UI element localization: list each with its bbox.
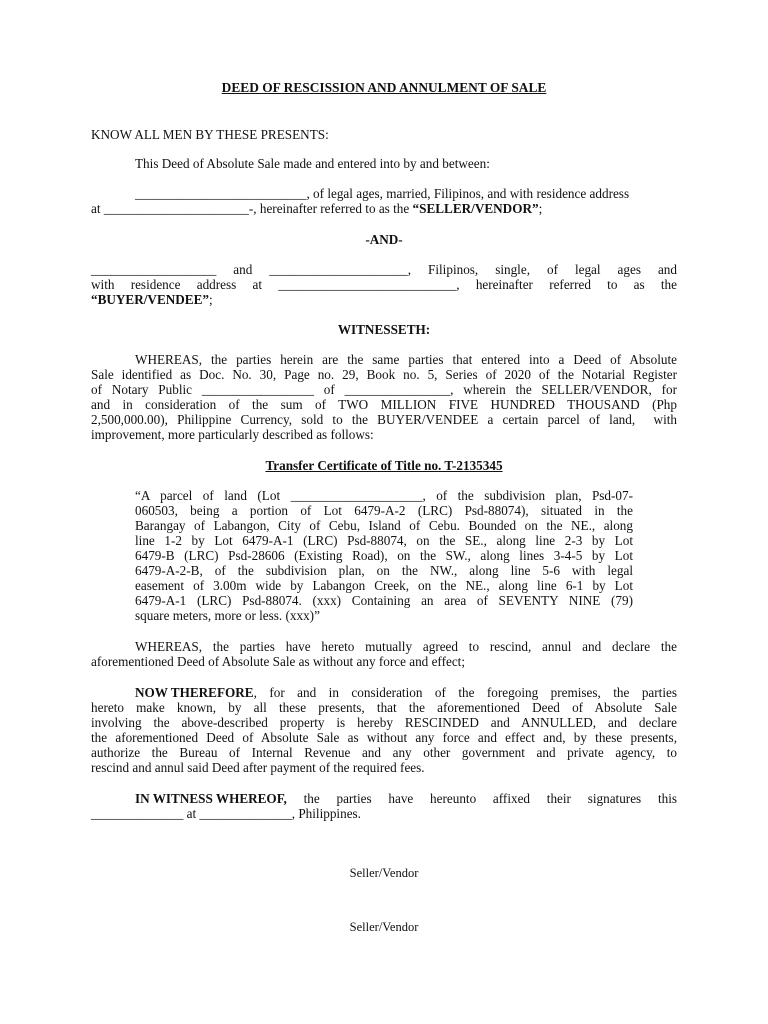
- witnesseth-heading: WITNESSETH:: [337, 322, 431, 337]
- seller-party-label: “SELLER/VENDOR”: [412, 201, 539, 216]
- paragraph-line: [135, 685, 677, 700]
- paragraph-line: 2,500,000.00), Philippine Currency, sold to the BUYER/VENDEE a certain parcel of land, with: [91, 412, 677, 427]
- buyer-line-2: with residence address at ___________________________, hereinafter referred to as the: [91, 277, 677, 292]
- paragraph-line: authorize the Bureau of Internal Revenue and any other government and private agency, to: [91, 745, 677, 760]
- intro-line: This Deed of Absolute Sale made and entered into by and between:: [135, 156, 490, 171]
- seller-line-2: [91, 201, 542, 216]
- paragraph-line: and in consideration of the sum of TWO MILLION FIVE HUNDRED THOUSAND (Php: [91, 397, 677, 412]
- document-title: DEED OF RESCISSION AND ANNULMENT OF SALE: [221, 80, 547, 95]
- paragraph-line: involving the above-described property is hereby RESCINDED and ANNULLED, and declare: [91, 715, 677, 730]
- parcel-line: 6479-A-1 (LRC) Psd-88074. (xxx) Containing an area of SEVENTY NINE (79): [135, 593, 633, 608]
- paragraph-line: Sale identified as Doc. No. 30, Page no. 29, Book no. 5, Series of 2020 of the Notarial Register: [91, 367, 677, 382]
- opening-line: KNOW ALL MEN BY THESE PRESENTS:: [91, 127, 329, 142]
- seller-line-1: __________________________, of legal ages, married, Filipinos, and with residence address: [135, 186, 630, 201]
- paragraph-line: aforementioned Deed of Absolute Sale as without any force and effect;: [91, 654, 466, 669]
- seller-line-2-end: ;: [538, 201, 543, 216]
- paragraph-line: [135, 791, 677, 806]
- parcel-line: “A parcel of land (Lot ____________________, of the subdivision plan, Psd-07-: [135, 488, 633, 503]
- witness-label: IN WITNESS WHEREOF,: [135, 791, 287, 806]
- parcel-line: 6479-B (LRC) Psd-28606 (Existing Road), on the SW., along lines 3-4-5 by Lot: [135, 548, 633, 563]
- paragraph-line: rescind and annul said Deed after payment of the required fees.: [91, 760, 425, 775]
- parcel-line: Barangay of Labangon, City of Cebu, Island of Cebu. Bounded on the NE., along: [135, 518, 633, 533]
- buyer-line-3: [91, 292, 213, 307]
- paragraph-line: of Notary Public _________________ of ________________, wherein the SELLER/VENDOR, for: [91, 382, 677, 397]
- paragraph-line: ______________ at ______________, Philippines.: [91, 806, 361, 821]
- paragraph-line: WHEREAS, the parties have hereto mutually agreed to rescind, annul and declare the: [135, 639, 677, 654]
- seller-line-2-text: at ______________________-, hereinafter referred to as the: [91, 201, 413, 216]
- buyer-line-3-end: ;: [208, 292, 213, 307]
- paragraph-text: , for and in consideration of the foregoing premises, the parties: [253, 685, 677, 700]
- parcel-line: 6479-A-2-B, of the subdivision plan, on the NW., along line 5-6 with legal: [135, 563, 633, 578]
- parcel-line: square meters, more or less. (xxx)”: [135, 608, 320, 623]
- signature-label-1: Seller/Vendor: [349, 866, 419, 880]
- paragraph-text: the parties have hereunto affixed their signatures this: [286, 791, 677, 806]
- paragraph-line: the aforementioned Deed of Absolute Sale as without any force and effect and, by these presents,: [91, 730, 677, 745]
- parcel-line: line 1-2 by Lot 6479-A-1 (LRC) Psd-88074, on the SE., along line 2-3 by Lot: [135, 533, 633, 548]
- buyer-line-1: ___________________ and _____________________, Filipinos, single, of legal ages and: [91, 262, 677, 277]
- now-therefore-label: NOW THEREFORE: [135, 685, 254, 700]
- tct-heading: Transfer Certificate of Title no. T-2135345: [265, 458, 503, 473]
- signature-label-2: Seller/Vendor: [349, 920, 419, 934]
- parcel-line: easement of 3.00m wide by Labangon Creek, on the NE., along line 6-1 by Lot: [135, 578, 633, 593]
- parcel-line: 060503, being a portion of Lot 6479-A-2 (LRC) Psd-88074), situated in the: [135, 503, 633, 518]
- buyer-party-label: “BUYER/VENDEE”: [91, 292, 209, 307]
- paragraph-line: hereto make known, by all these presents, that the aforementioned Deed of Absolute Sale: [91, 700, 677, 715]
- paragraph-line: improvement, more particularly described as follows:: [91, 427, 374, 442]
- and-separator: -AND-: [365, 232, 403, 247]
- paragraph-line: WHEREAS, the parties herein are the same parties that entered into a Deed of Absolute: [135, 352, 677, 367]
